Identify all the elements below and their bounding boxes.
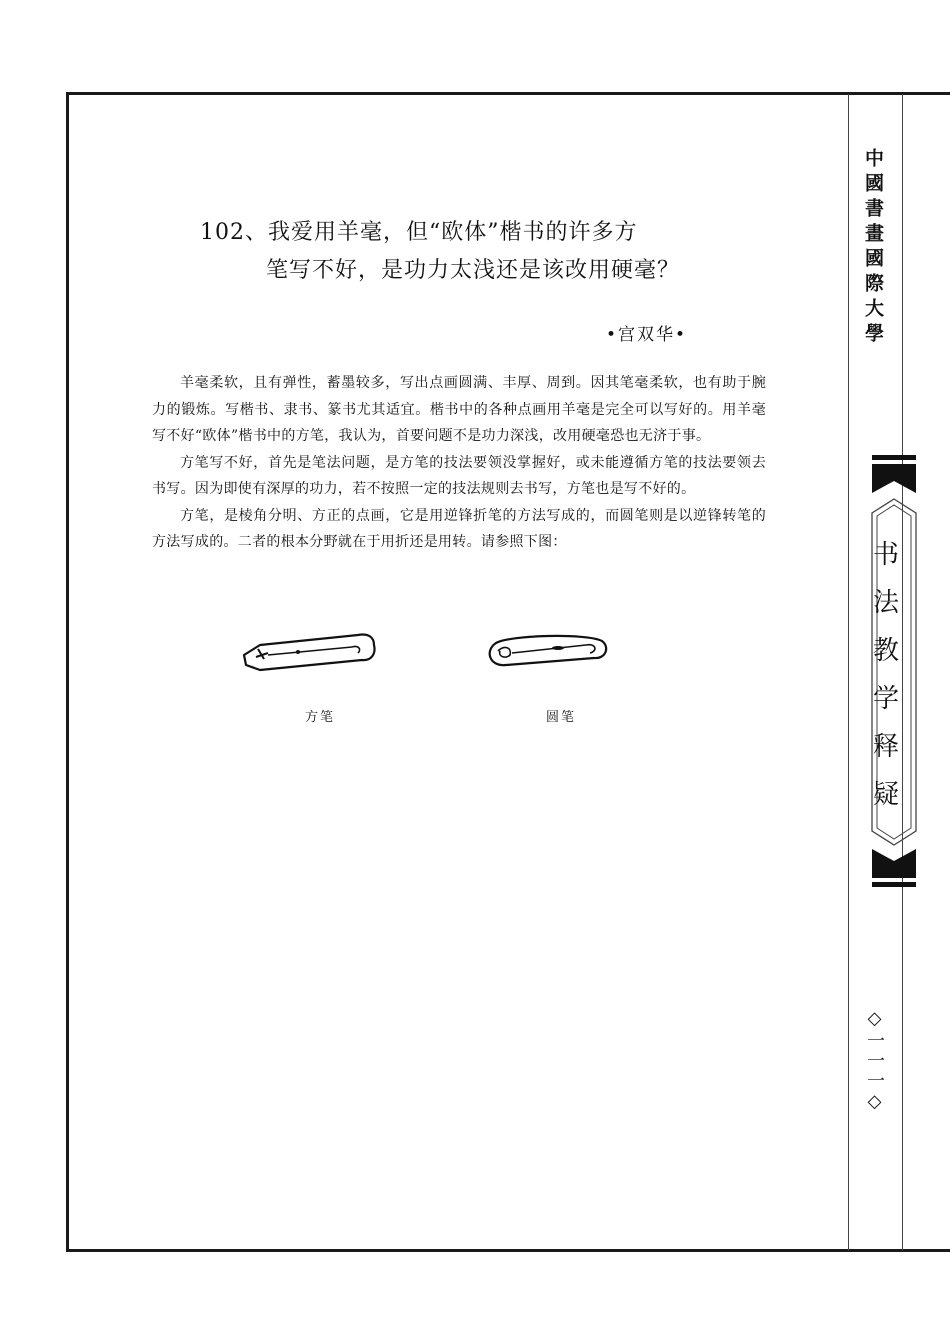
margin-rule-inner [848,94,849,1251]
figure-caption-square: 方笔 [305,710,336,725]
article-body [152,370,766,556]
paragraph: 方笔写不好，首先是笔法问题，是方笔的技法要领没掌握好，或未能遵循方笔的技法要领去书写。因为即使有深厚的功力，若不按照一定的技法规则去书写，方笔也是写不好的。 [152,454,766,497]
section-title: 书法教学释疑 [868,540,899,828]
question-title [200,214,680,290]
journal-title: 中國書畫國際大學 [862,148,884,348]
figure-caption-round: 圆笔 [546,710,577,725]
paragraph: 方笔，是棱角分明、方正的点画，它是用逆锋折笔的方法写成的，而圆笔则是以逆锋转笔的方法写成的。二者的根本分野就在于用折还是用转。请参照下图： [152,507,766,550]
page-number: ◇一一一◇ [864,1008,885,1114]
author-byline: •宫双华• [606,325,688,345]
square-stroke-illustration [240,625,380,681]
round-stroke-illustration [484,625,614,675]
question-title-line-1: 102、我爱用羊毫，但“欧体”楷书的许多方 [200,220,638,245]
question-title-line-2: 笔写不好，是功力太浅还是该改用硬毫？ [266,258,681,283]
paragraph: 羊毫柔软，且有弹性，蓄墨较多，写出点画圆满、丰厚、周到。因其笔毫柔软，也有助于腕力的锻炼。写楷书、隶书、篆书尤其适宜。楷书中的各种点画用羊毫是完全可以写好的。用羊毫写不好“欧体”楷书中的方笔，我认为，首要问题不是功力深浅，改用硬毫恐也无济于事。 [152,375,766,444]
